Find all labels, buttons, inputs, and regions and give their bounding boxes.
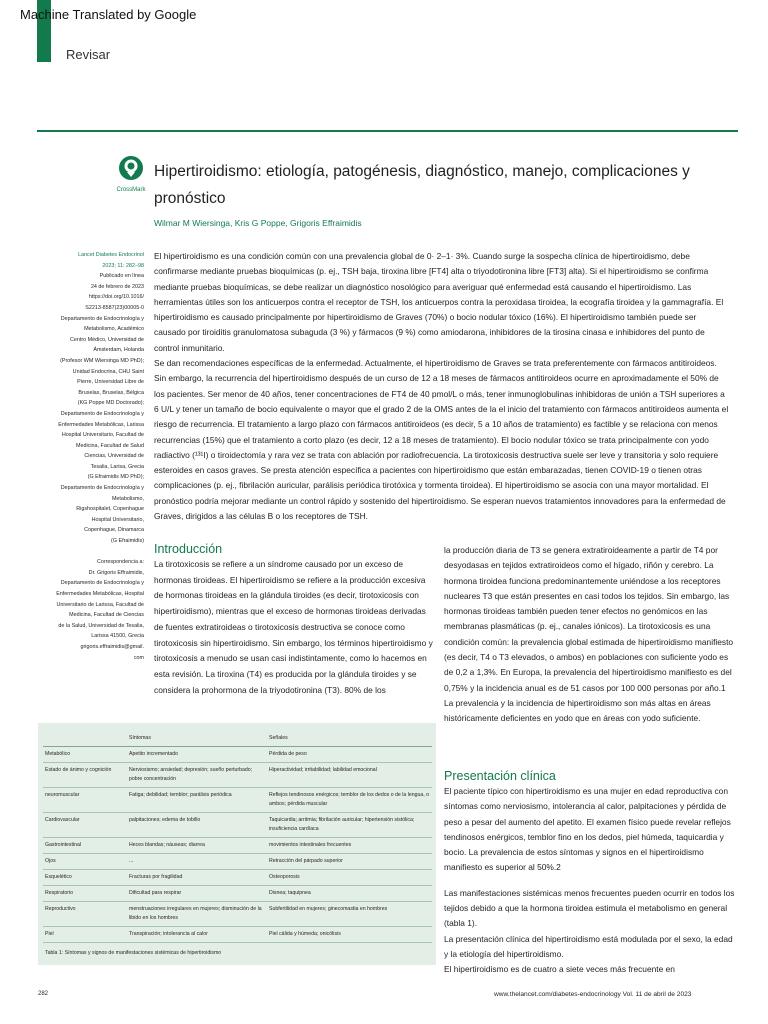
section-label: Revisar (66, 47, 111, 62)
affiliation-line: Dr. Grigoris Effraimidis, (88, 569, 144, 576)
table-cell: Disnea; taquipnea (267, 886, 432, 902)
affiliation-line: (KG Poppe MD Doctorado); (77, 400, 144, 407)
affiliation-line: Centro Médico, Universidad de (69, 336, 144, 343)
introduction-heading: Introducción (154, 542, 223, 556)
affiliation-line: Larissa 41500, Grecia (91, 633, 144, 640)
affiliation-line: com (133, 654, 144, 661)
affiliation-line: S2213-8587(23)00005-0 (85, 304, 144, 311)
table-header-cell (43, 731, 127, 747)
clinical-presentation-heading: Presentación clínica (444, 769, 556, 783)
affiliation-line: Departamento de Endocrinología y (60, 485, 144, 492)
affiliation-line: Enfermedades Metabólicas, Hospital (56, 591, 144, 597)
table-cell: Fatiga; debilidad; temblor; parálisis periódica (127, 788, 267, 813)
table-row (43, 870, 432, 886)
table-row (43, 854, 432, 870)
table-caption: Tabla 1: Síntomas y signos de manifestaciones sistémicas de hipertiroidismo (45, 950, 222, 956)
affiliation-line: 24 de febrero de 2023 (90, 283, 144, 290)
affiliation-line: Copenhague, Dinamarca (84, 527, 144, 534)
table-cell: palpitaciones; edema de tobillo (127, 813, 267, 838)
table-cell: Transpiración; intolerancia al calor (127, 927, 267, 943)
affiliation-line: Ciencias, Universidad de (84, 453, 144, 460)
table-cell: Cardiovascular (43, 813, 127, 838)
affiliation-line: Tesalia, Larisa, Grecia (90, 463, 144, 470)
table-row (43, 927, 432, 943)
table-header-cell: Señales (267, 731, 432, 747)
affiliation-line: 2023; 11: 282–98 (102, 262, 144, 269)
abstract-paragraph: Se dan recomendaciones específicas de la enfermedad. Actualmente, el hipertiroidismo de Graves se trata preferentemente con fármacos antitiroideos. Sin embargo, la recurrencia del hipertiroidismo después de un curso de 12 a 18 meses de fármacos antitiroideos ocurre en aproximadamente el 50% de los pacientes. Ser menor de 40 años, tener concentraciones de FT4 de 40 pmol/L o más, tener inmunoglobulinas inhibidoras de unión a TSH superiores a 6 U/L y tener un tamaño de bocio equivalente o mayor que el grado 2 de la OMS antes de la el inicio del tratamiento con fármacos antitiroideos aumenta el riesgo de recurrencia. El tratamiento a largo plazo con fármacos antitiroideos (es decir, 5 a 10 años de tratamiento) es factible y se relaciona con menos recurrencias (15%) que el tratamiento a corto plazo (es decir, 12 a 18 meses de tratamiento). El bocio nodular tóxico se trata principalmente con yodo radiactivo (¹³¹I) o tiroidectomía y rara vez se trata con ablación por radiofrecuencia. La tirotoxicosis destructiva suele ser leve y transitoria y solo requiere esteroides en casos graves. Se presta atención específica a pacientes con hipertiroidismo que están embarazadas, tienen COVID-19 o tienen otras complicaciones (p. ej., fibrilación auricular, parálisis periódica tirotóxica y tormenta tiroidea). El hipertiroidismo se asocia con una mayor mortalidad. El pronóstico podría mejorar mediante un control rápido y sostenido del hipertiroidismo. Se esperan nuevos tratamientos innovadores para la enfermedad de Graves, dirigidos a las células B o los receptores de TSH. (154, 358, 729, 522)
affiliation-line: Correspondencia a: (96, 559, 144, 566)
affiliation-line: Metabolismo, (111, 495, 144, 502)
table-cell: Apetito incrementado (127, 747, 267, 763)
affiliation-line: Hospital Universitario, (91, 516, 144, 523)
introduction-text: La tirotoxicosis se refiere a un síndrome causado por un exceso de hormonas tiroideas. El hipertiroidismo se refiere a la producción excesiva de hormonas tiroideas en la glándula tiroides (es decir, tirotoxicosis con hipertiroidismo), mientras que el exceso de hormonas tiroideas derivadas de fuentes extratiroideas o tirotoxicosis destructiva se conoce como tirotoxicosis sin hipertiroidismo. Sin embargo, los términos hipertiroidismo y tirotoxicosis a menudo se usan casi indistintamente, como lo hacemos en esta revisión. La tiroxina (T4) es producida por la glándula tiroides y se considera la prohormona de la triyodotironina (T3). 80% de los (154, 559, 433, 695)
table-header-row (43, 731, 432, 747)
affiliation-line: Departamento de Endocrinología y (60, 410, 144, 417)
table-cell: Dificultad para respirar (127, 886, 267, 902)
affiliation-line: de la Salud, Universidad de Tesalia, (58, 622, 144, 629)
table-row (43, 788, 432, 813)
table-row (43, 813, 432, 838)
article-authors: Wilmar M Wiersinga, Kris G Poppe, Grigoris Effraimidis (154, 218, 362, 228)
affiliation-line: Pierre, Universidad Libre de (77, 379, 144, 386)
table-cell: Taquicardia; arritmia; fibrilación auricular; hipertensión sistólica; insuficiencia cardíaca (267, 813, 432, 838)
table-cell: Reproductivo (43, 902, 127, 927)
table-cell: menstruaciones irregulares en mujeres; disminución de la libido en los hombres (127, 902, 267, 927)
affiliation-line: Hospital Universitario, Facultad de (61, 432, 144, 439)
affiliation-line: Medicina, Facultad de Ciencias (69, 612, 144, 619)
table-cell: Ojos (43, 854, 127, 870)
article-title: Hipertiroidismo: etiología, patogénesis, diagnóstico, manejo, complicaciones y pronóstico (154, 163, 690, 207)
affiliation-line: (Profesor WM Wiersinga MD PhD); (60, 357, 144, 364)
affiliation-line: (G Efraimidis MD PhD); (87, 474, 144, 481)
affiliation-line: Rigshospitalet, Copenhague (76, 506, 144, 513)
table-cell: neuromuscular (43, 788, 127, 813)
machine-translated-label: Machine Translated by Google (20, 7, 197, 22)
symptoms-signs-table (43, 731, 432, 943)
affiliation-line: Bruselas, Bruselas, Bélgica (78, 389, 144, 396)
crossmark-label: CrossMark (116, 187, 146, 193)
journal-footer: www.thelancet.com/diabetes-endocrinology Vol. 11 de abril de 2023 (494, 991, 692, 998)
crossmark-logo[interactable] (116, 155, 146, 193)
affiliation-line: Unidad Endocrina, CHU Saint (72, 368, 144, 375)
table-cell: movimientos intestinales frecuentes (267, 838, 432, 854)
body-paragraph: El paciente típico con hipertiroidismo es una mujer en edad reproductiva con síntomas como nerviosismo, intolerancia al calor, palpitaciones y pérdida de peso a pesar del aumento del apetito. El examen físico puede revelar reflejos tendinosos enérgicos, temblor fino en los dedos, piel húmeda, taquicardia y bocio. La prevalencia de estos síntomas y signos en el hipertiroidismo manifiesto es superior al 50%.2 (444, 786, 731, 873)
table-cell: Respiratorio (43, 886, 127, 902)
table-cell: Retracción del párpado superior (267, 854, 432, 870)
table-cell: Metabólico (43, 747, 127, 763)
affiliation-line: Universitario de Larissa, Facultad de (56, 601, 144, 608)
clinical-presentation-text (444, 784, 736, 978)
affiliation-line: Metabolismo, Académico (84, 326, 144, 333)
body-paragraph: El hipertiroidismo es de cuatro a siete veces más frecuente en (444, 964, 675, 975)
body-paragraph: La prevalencia y la incidencia de hipertiroidismo son más altas en áreas históricamente deficientes en yodo que en áreas con yodo suficiente. (444, 697, 711, 724)
table-cell: Heces blandas; náuseas; diarrea (127, 838, 267, 854)
table-cell: ... (127, 854, 267, 870)
table-cell: Piel (43, 927, 127, 943)
affiliation-line: Departamento de Endocrinología y (60, 315, 144, 322)
table-cell: Nerviosismo; ansiedad; depresión; sueño perturbado; pobre concentración (127, 763, 267, 788)
introduction-continued (444, 543, 736, 727)
table-cell: Hiperactividad; irritabilidad; labilidad emocional (267, 763, 432, 788)
body-paragraph: Las manifestaciones sistémicas menos frecuentes pueden ocurrir en todos los tejidos debido a que la hormona tiroidea estimula el metabolismo en general (tabla 1). (444, 887, 735, 929)
affiliation-line: grigoris.effraimidis@gmail. (80, 643, 144, 650)
table-cell: Piel cálida y húmeda; onicólisis (267, 927, 432, 943)
affiliation-line: Ámsterdam, Holanda (93, 347, 144, 354)
affiliations-sidebar (38, 250, 144, 663)
table-cell: Pérdida de peso (267, 747, 432, 763)
body-paragraph: la producción diaria de T3 se genera extratiroideamente a partir de T4 por desyodasas en tejidos extratiroideos como el hígado, riñón y cerebro. La hormona tiroidea funciona predominantemente uniéndose a los receptores nucleares T3 que están presentes en casi todos los tejidos. Sin embargo, las hormonas tiroideas también pueden tener efectos no genómicos en las membranas plasmáticas (p. ej., canales iónicos). La tirotoxicosis es una condición común: la prevalencia global estimada de hipertiroidismo manifiesto (es decir, T4 o T3 elevados, o ambos) en poblaciones con suficiente yodo es de 0,2 a 1,3%. En Europa, la prevalencia del hipertiroidismo manifiesto es del 0,75% y la incidencia anual es de 51 casos por 100 000 personas por año.1 (444, 545, 734, 693)
table-row (43, 747, 432, 763)
table-cell: Gastrointestinal (43, 838, 127, 854)
abstract (154, 249, 730, 524)
table-cell: Fracturas por fragilidad (127, 870, 267, 886)
crossmark-icon (118, 155, 144, 181)
header-divider (37, 130, 738, 132)
table-cell: Reflejos tendinosos enérgicos; temblor de los dedos o de la lengua, o ambos; pérdida muscular (267, 788, 432, 813)
affiliation-line: (G Efraimidis) (111, 538, 144, 545)
table-cell: Estado de ánimo y cognición (43, 763, 127, 788)
table-cell: Subfertilidad en mujeres; ginecomastia en hombres (267, 902, 432, 927)
abstract-paragraph: El hipertiroidismo es una condición común con una prevalencia global de 0· 2–1· 3%. Cuando surge la sospecha clínica de hipertiroidismo, debe confirmarse mediante pruebas bioquímicas (p. ej., TSH baja, tiroxina libre [FT4] alta o triyodotironina libre [FT3] alta). Si el hipertiroidismo se confirma mediante pruebas bioquímicas, se debe realizar un diagnóstico nosológico para averiguar qué enfermedad está causando el hipertiroidismo. Las herramientas útiles son los anticuerpos contra el receptor de TSH, los anticuerpos contra la peroxidasa tiroidea, la ecografía tiroidea y la gammagrafía. El hipertiroidismo es causado principalmente por hipertiroidismo de Graves (70%) o bocio nodular tóxico (16%). El hipertiroidismo también puede ser causado por tiroiditis granulomatosa subaguda (3 %) y fármacos (9 %) como amiodarona, inhibidores de la tirosina cinasa e inhibidores del punto de control inmunitario. (154, 251, 724, 353)
affiliation-line: Medicina, Facultad de Salud (75, 442, 144, 449)
table-header-cell: Síntomas (127, 731, 267, 747)
affiliation-line: Departamento de Endocrinología y (60, 580, 144, 587)
affiliation-line (38, 547, 144, 558)
affiliation-line: Publicado en línea (99, 273, 144, 280)
table-row (43, 886, 432, 902)
affiliation-line: https://doi.org/10.1016/ (88, 294, 144, 301)
page-number: 282 (38, 991, 49, 997)
body-paragraph: La presentación clínica del hipertiroidismo está modulada por el sexo, la edad y la etiología del hipertiroidismo. (444, 933, 733, 959)
affiliation-line: Enfermedades Metabólicas, Larissa (58, 421, 144, 428)
table-row (43, 902, 432, 927)
table-cell: Osteoporosis (267, 870, 432, 886)
table-row (43, 763, 432, 788)
table-cell: Esquelético (43, 870, 127, 886)
table-row (43, 838, 432, 854)
affiliation-line: Lancet Diabetes Endocrinol (78, 252, 144, 258)
